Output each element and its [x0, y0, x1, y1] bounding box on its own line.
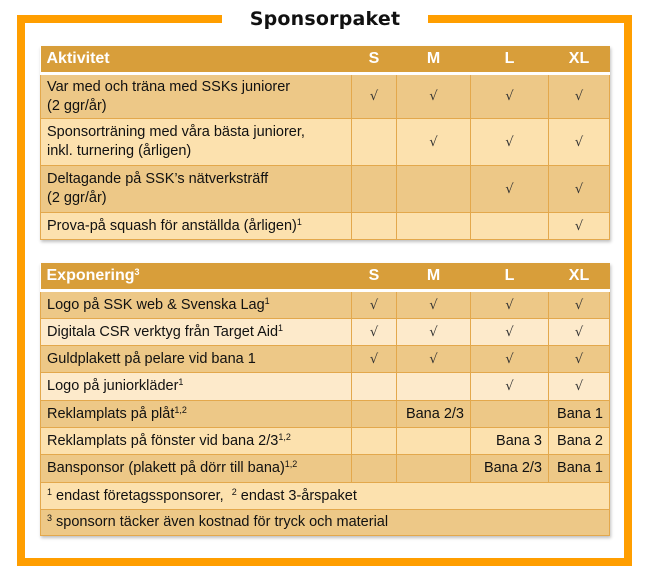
cell-xl: √: [549, 213, 610, 240]
row-label: [41, 74, 352, 119]
col-l: L: [471, 46, 549, 74]
cell-s: [352, 428, 397, 455]
cell-l: √: [471, 74, 549, 119]
row-label-line1: Var med och träna med SSKs juniorer: [47, 78, 291, 95]
footnote-mark: 1: [47, 486, 53, 497]
footnote-ref: 1: [296, 216, 302, 227]
row-label-text: Digitala CSR verktyg från Target Aid: [47, 323, 279, 340]
footnote-text: sponsorn täcker även kostnad för tryck och material: [52, 514, 389, 530]
cell-xl: √: [549, 119, 610, 166]
footnote-ref: 1: [178, 377, 184, 387]
row-label: [41, 319, 352, 346]
footnote-mark: 2: [231, 486, 237, 497]
table-row: [41, 346, 610, 373]
cell-l: √: [471, 291, 549, 319]
row-label-line2: (2 ggr/år): [47, 190, 107, 206]
row-label: [41, 346, 352, 373]
cell-l: [471, 401, 549, 428]
cell-xl: Bana 1: [549, 455, 610, 483]
row-label-text: Logo på SSK web & Svenska Lag: [47, 296, 265, 313]
row-label-text: Prova-på squash för anställda (årligen): [47, 217, 297, 234]
cell-m: √: [397, 319, 471, 346]
footnote-row: [41, 510, 610, 536]
cell-xl: Bana 2: [549, 428, 610, 455]
row-label-text: Reklamplats på plåt: [47, 405, 175, 422]
footnote-ref: 1,2: [284, 459, 298, 469]
table-row: [41, 319, 610, 346]
cell-xl: √: [549, 166, 610, 213]
cell-m: [397, 213, 471, 240]
cell-l: √: [471, 119, 549, 166]
page-title: Sponsorpaket: [249, 8, 401, 30]
table-row: [41, 166, 610, 213]
cell-l: √: [471, 373, 549, 401]
footnote-1-2: [41, 483, 610, 510]
aktivitet-header-row: [41, 46, 610, 74]
table-row: [41, 455, 610, 483]
cell-xl: √: [549, 291, 610, 319]
cell-m: √: [397, 291, 471, 319]
row-label-text: Logo på juniorkläder: [47, 378, 179, 394]
row-label: [41, 428, 352, 455]
footnote-ref: 1: [264, 295, 270, 306]
table-row: [41, 373, 610, 401]
row-label-line1: Sponsorträning med våra bästa juniorer,: [47, 124, 305, 140]
row-label: [41, 119, 352, 166]
cell-xl: √: [549, 74, 610, 119]
cell-s: √: [352, 74, 397, 119]
table-row: [41, 74, 610, 119]
cell-s: √: [352, 346, 397, 373]
cell-m: √: [397, 346, 471, 373]
cell-xl: Bana 1: [549, 401, 610, 428]
cell-s: [352, 119, 397, 166]
col-xl: XL: [549, 46, 610, 74]
col-m: M: [397, 46, 471, 74]
cell-l: √: [471, 346, 549, 373]
cell-l: Bana 3: [471, 428, 549, 455]
footnote-text: endast företagssponsorer,: [52, 487, 232, 504]
footnote-ref: 1,2: [278, 431, 291, 442]
exponering-header-row: [41, 263, 610, 291]
cell-xl: √: [549, 319, 610, 346]
cell-m: [397, 373, 471, 401]
exponering-header-text: Exponering: [46, 267, 135, 284]
title-container: [222, 5, 428, 33]
aktivitet-table: [40, 46, 610, 240]
cell-s: √: [352, 319, 397, 346]
cell-l: Bana 2/3: [471, 455, 549, 483]
cell-s: [352, 401, 397, 428]
cell-m: √: [397, 74, 471, 119]
footnote-row: [41, 483, 610, 510]
row-label: [41, 401, 352, 428]
table-row: [41, 119, 610, 166]
cell-xl: √: [549, 346, 610, 373]
cell-l: √: [471, 319, 549, 346]
cell-m: [397, 166, 471, 213]
row-label-text: Reklamplats på fönster vid bana 2/3: [47, 432, 279, 449]
cell-xl: √: [549, 373, 610, 401]
table-row: [41, 401, 610, 428]
col-s: S: [352, 263, 397, 291]
row-label: [41, 166, 352, 213]
cell-s: [352, 213, 397, 240]
cell-s: [352, 373, 397, 401]
footnote-ref: 3: [134, 267, 140, 277]
cell-m: Bana 2/3: [397, 401, 471, 428]
table-row: [41, 213, 610, 240]
cell-s: [352, 166, 397, 213]
footnote-text: endast 3-årspaket: [236, 487, 357, 504]
col-s: S: [352, 46, 397, 74]
footnote-mark: 3: [47, 513, 53, 523]
row-label-line2: (2 ggr/år): [47, 97, 107, 114]
cell-s: [352, 455, 397, 483]
row-label-text: Bansponsor (plakett på dörr till bana): [47, 460, 285, 476]
footnote-3: [41, 510, 610, 536]
cell-l: √: [471, 166, 549, 213]
cell-s: √: [352, 291, 397, 319]
footnote-ref: 1,2: [174, 404, 187, 415]
row-label-text: Guldplakett på pelare vid bana 1: [47, 350, 256, 367]
row-label: [41, 373, 352, 401]
cell-m: [397, 428, 471, 455]
col-m: M: [397, 263, 471, 291]
row-label: [41, 455, 352, 483]
exponering-header: [41, 263, 352, 291]
col-xl: XL: [549, 263, 610, 291]
row-label: [41, 213, 352, 240]
cell-l: [471, 213, 549, 240]
col-l: L: [471, 263, 549, 291]
aktivitet-header: Aktivitet: [41, 46, 352, 74]
exponering-table: [40, 263, 610, 536]
footnote-ref: 1: [278, 322, 284, 333]
row-label-line1: Deltagande på SSK’s nätverksträff: [47, 171, 269, 187]
table-row: [41, 291, 610, 319]
row-label-line2: inkl. turnering (årligen): [47, 143, 192, 159]
table-row: [41, 428, 610, 455]
row-label: [41, 291, 352, 319]
cell-m: [397, 455, 471, 483]
cell-m: √: [397, 119, 471, 166]
